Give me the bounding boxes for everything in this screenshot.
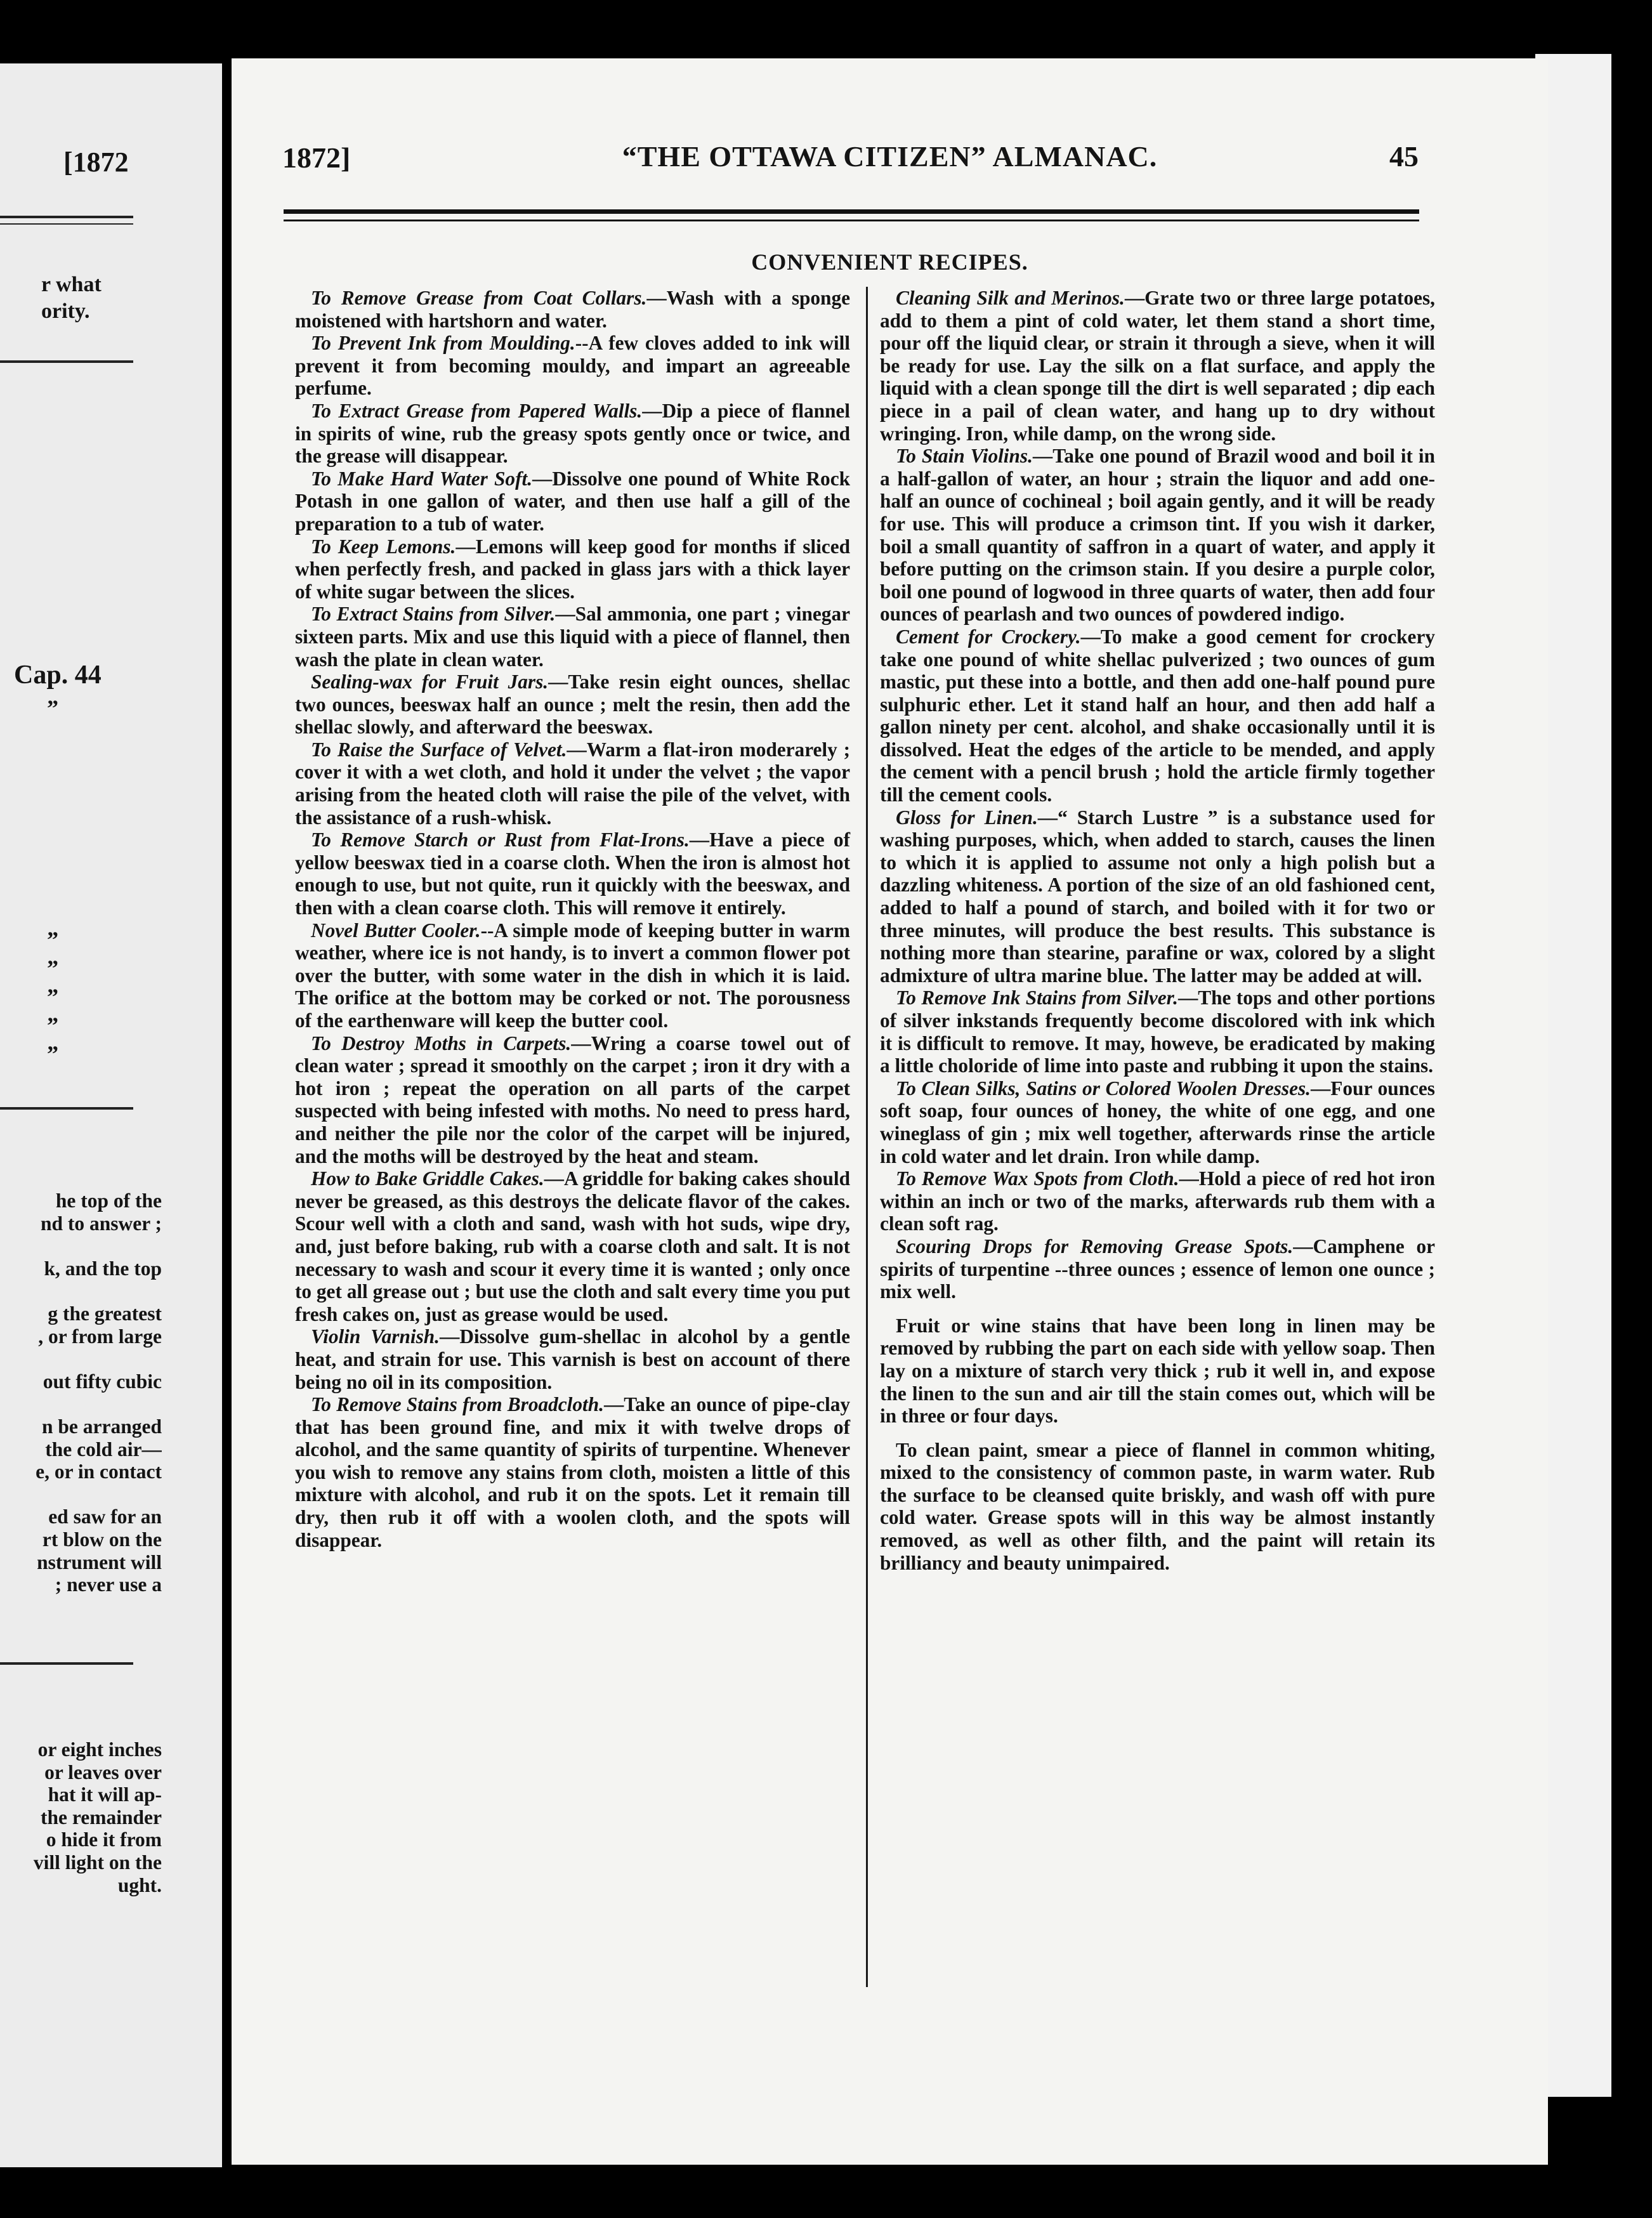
recipe-paragraph <box>295 400 850 468</box>
left-page-text-fragment: g the greatest <box>48 1303 162 1325</box>
header-rule-thin <box>284 220 1419 221</box>
recipe-paragraph <box>880 1439 1435 1575</box>
column-divider <box>866 287 868 1987</box>
recipe-paragraph <box>295 919 850 1032</box>
recipe-text: —Grate two or three large potatoes, add to them a pint of cold water, let them stand a short time, pour off the liquid clear, or strain it through a sieve, when it will be ready for use. Lay the silk on a flat surface, and apply the liquid with a clean sponge till the dirt is well separated ; dip each piece in a pail of clean water, and hang up to dry without wringing. Iron, while damp, on the wrong side. <box>880 287 1435 445</box>
recipe-paragraph <box>295 535 850 603</box>
page-number: 45 <box>1389 140 1419 173</box>
recipe-paragraph <box>295 1167 850 1325</box>
recipe-paragraph <box>295 287 850 332</box>
recipe-text: —Sal ammonia, one part ; vinegar sixteen parts. Mix and use this liquid with a piece of flannel, then wash the plate in clean water. <box>295 603 850 671</box>
left-page-rule-thick <box>0 216 133 218</box>
left-page-text-fragment: ; never use a <box>55 1573 162 1596</box>
ditto-mark: ” <box>47 695 58 721</box>
left-page-line: ority. <box>41 299 90 323</box>
recipe-text: —Dip a piece of flannel in spirits of wine, rub the greasy spots gently once or twice, and the grease will disappear. <box>295 399 850 468</box>
left-page-text-fragment: or leaves over <box>44 1761 162 1783</box>
header-rule-thick <box>284 209 1419 214</box>
left-page-rule <box>0 360 133 363</box>
recipe-paragraph <box>295 603 850 671</box>
recipe-text: To clean paint, smear a piece of flannel in common whiting, mixed to the consistency of common paste, in warm water. Rub the surface to be cleansed quite briskly, and wash off with pure cold water. Grease spots will in this way be almost instantly removed, as well as other filth, and the paint will retain its brilliancy and beauty unimpaired. <box>880 1438 1435 1574</box>
recipe-text: —Take one pound of Brazil wood and boil it in a half-gallon of water, an hour ; strain the liquor and add one-half an ounce of cochineal ; boil again gently, and it will be ready for use. This will produce a crimson tint. If you wish it darker, boil a small quantity of saffron in a quart of water, and apply it before putting on the crimson stain. If you desire a purple color, boil one pound of logwood in three quarts of water, then add four ounces of pearlash and two ounces of powdered indigo. <box>880 445 1436 626</box>
recipe-paragraph <box>295 332 850 400</box>
recipe-title: Cement for Crockery. <box>896 625 1081 648</box>
recipe-title: To Stain Violins. <box>896 445 1033 468</box>
left-page-text-fragment: k, and the top <box>44 1257 162 1280</box>
recipe-title: Novel Butter Cooler. <box>311 919 481 942</box>
recipe-text: —Dissolve one pound of White Rock Potash in one gallon of water, and then use half a gill of the preparation to a tub of water. <box>295 467 851 535</box>
recipe-text: —Take resin eight ounces, shellac two ounces, beeswax half an ounce ; melt the resin, then add the shellac slowly, and afterward the beeswax. <box>295 671 850 738</box>
left-column <box>295 287 850 1551</box>
recipe-paragraph <box>295 1032 850 1168</box>
recipe-title: To Remove Wax Spots from Cloth. <box>896 1167 1179 1190</box>
recipe-text: —Wring a coarse towel out of clean water ; spread it smoothly on the carpet ; iron it dry with a hot iron ; repeat the operation on all parts of the carpet suspected with being infested with moths. No need to press hard, and neither the pile nor the color of the carpet will be injured, and the moths will be destroyed by the heat and steam. <box>295 1032 850 1167</box>
recipe-text: —Wash with a sponge moistened with hartshorn and water. <box>295 287 851 332</box>
recipe-paragraph <box>880 626 1435 806</box>
left-page-text-fragment: he top of the <box>55 1190 162 1212</box>
recipe-text: —Dissolve gum-shellac in alcohol by a gentle heat, and strain for use. This varnish is best on account of there being no oil in its composition. <box>295 1325 851 1393</box>
ditto-mark: ” <box>47 1041 58 1066</box>
recipe-title: To Remove Ink Stains from Silver. <box>896 987 1178 1009</box>
page-header-title: “THE OTTAWA CITIZEN” ALMANAC. <box>622 140 1158 173</box>
recipe-title: To Remove Stains from Broadcloth. <box>311 1393 604 1416</box>
ditto-mark: ” <box>47 927 58 952</box>
recipe-title: Violin Varnish. <box>311 1325 440 1348</box>
recipe-paragraph <box>295 468 850 535</box>
recipe-title: How to Bake Griddle Cakes. <box>311 1167 544 1190</box>
recipe-text: —Lemons will keep good for months if sliced when perfectly fresh, and packed in glass jars with a thick layer of white sugar between the slices. <box>295 535 850 603</box>
left-page-text-fragment: vill light on the <box>33 1851 162 1873</box>
recipe-paragraph <box>880 987 1435 1077</box>
recipe-title: To Keep Lemons. <box>311 535 456 558</box>
recipe-title: Sealing-wax for Fruit Jars. <box>311 671 549 693</box>
recipe-text: —Have a piece of yellow beeswax tied in a coarse cloth. When the iron is almost hot enough to use, but not quite, run it quickly with the beeswax, and then with a clean coarse cloth. This will remove it entirely. <box>295 829 850 919</box>
recipe-text: —The tops and other portions of silver inkstands frequently become discolored with ink which it is difficult to remove. It may, howeve, be eradicated by making a little choloride of lime into paste and rubbing it upon the stains. <box>880 987 1435 1077</box>
recipe-text: —“ Starch Lustre ” is a substance used for washing purposes, which, when added to starch, causes the linen to which it is applied to assume not only a high polish but a dazzling whiteness. A portion of the size of an old fashioned cent, added to half a pound of starch, and boiled with it for two or three minutes, will produce the best results. This substance is nothing more than stearine, parafine or wax, colored by a slight admixture of ultra marine blue. The latter may be added at will. <box>880 806 1435 987</box>
left-page-text-fragment: e, or in contact <box>36 1460 162 1483</box>
section-title: CONVENIENT RECIPES. <box>751 249 1028 275</box>
left-page-rule <box>0 1662 133 1665</box>
recipe-paragraph <box>880 1167 1435 1235</box>
recipe-text: --A few cloves added to ink will prevent it from becoming mouldy, and impart an agreeable perfume. <box>295 332 851 400</box>
left-page-text-fragment: the cold air— <box>45 1438 162 1460</box>
recipe-paragraph <box>880 1077 1435 1167</box>
ditto-mark: ” <box>47 984 58 1009</box>
left-page-text-fragment: rt blow on the <box>42 1528 162 1551</box>
left-page-rule-thin <box>0 223 133 225</box>
recipe-paragraph <box>880 806 1435 987</box>
left-page-text-fragment: the remainder <box>41 1806 162 1828</box>
left-page-rule <box>0 1107 133 1110</box>
recipe-text: --A simple mode of keeping butter in warm weather, where ice is not handy, is to invert a common flower pot over the butter, with some water in the dish in which it is laid. The orifice at the bottom may be corked or not. The porousness of the earthenware will keep the butter cool. <box>295 919 851 1032</box>
left-page-text-fragment: ught. <box>117 1873 162 1896</box>
left-page-text-fragment: hat it will ap- <box>48 1783 162 1806</box>
almanac-page <box>232 58 1548 2165</box>
left-page-text-fragment: out fifty cubic <box>43 1370 162 1393</box>
recipe-text: Fruit or wine stains that have been long in linen may be removed by rubbing the part on each side with yellow soap. Then lay on a mixture of starch very thick ; rub it well in, and expose the linen to the sun and air till the stain comes out, which will be in three or four days. <box>880 1314 1435 1427</box>
recipe-paragraph <box>880 1235 1435 1303</box>
recipe-text: —Warm a flat-iron moderarely ; cover it with a wet cloth, and hold it under the velvet ; the vapor arising from the heated cloth will raise the pile of the velvet, with the assistance of a rush-whisk. <box>295 738 850 829</box>
recipe-title: To Clean Silks, Satins or Colored Woolen Dresses. <box>896 1077 1311 1099</box>
recipe-text: —To make a good cement for crockery take one pound of white shellac pulverized ; two ounces of gum mastic, put these into a bottle, and then add one-half pound pure sulphuric ether. Let it stand half an hour, and then add half a gallon ninety per cent. alcohol, and shake occasionally until it is dissolved. Heat the edges of the article to be mended, and apply the cement with a pencil brush ; hold the article firmly together till the cement cools. <box>880 625 1435 806</box>
recipe-paragraph <box>880 445 1435 626</box>
ditto-mark: ” <box>47 1013 58 1038</box>
left-page-text-fragment: nd to answer ; <box>40 1212 162 1235</box>
recipe-paragraph <box>880 1315 1435 1427</box>
page-header-year: 1872] <box>282 141 351 174</box>
recipe-text: —Four ounces soft soap, four ounces of honey, the white of one egg, and one wineglass of gin ; mix well together, afterwards rinse the article in cold water and let drain. Iron while damp. <box>880 1077 1435 1167</box>
recipe-paragraph <box>295 1325 850 1393</box>
ditto-mark: ” <box>47 955 58 981</box>
recipe-title: Gloss for Linen. <box>896 806 1038 829</box>
recipe-paragraph <box>880 287 1435 445</box>
left-page-line: r what <box>41 273 102 296</box>
left-page-text-fragment: n be arranged <box>42 1415 162 1438</box>
recipe-title: To Remove Starch or Rust from Flat-Irons. <box>311 829 690 851</box>
recipe-title: To Make Hard Water Soft. <box>311 467 533 490</box>
left-facing-page <box>0 63 222 2167</box>
recipe-title: To Raise the Surface of Velvet. <box>311 738 567 761</box>
recipe-paragraph <box>295 829 850 919</box>
recipe-title: To Remove Grease from Coat Collars. <box>311 287 647 309</box>
recipe-paragraph <box>295 671 850 738</box>
recipe-title: To Prevent Ink from Moulding. <box>311 332 575 355</box>
recipe-title: To Destroy Moths in Carpets. <box>311 1032 572 1054</box>
recipe-text: —A griddle for baking cakes should never be greased, as this destroys the delicate flavor of the cakes. Scour well with a cloth and sand, wash with hot suds, wipe dry, and, just before baking, rub with a coarse cloth and salt. It is not necessary to wash and scour it every time it is wanted ; only once to get all grease out ; but use the cloth and salt every time you put fresh cakes on, just as grease would be used. <box>295 1167 851 1325</box>
recipe-title: To Extract Stains from Silver. <box>311 603 556 626</box>
left-page-text-fragment: o hide it from <box>46 1828 162 1851</box>
recipe-text: —Hold a piece of red hot iron within an inch or two of the marks, afterwards rub them with a clean soft rag. <box>880 1167 1435 1235</box>
recipe-title: To Extract Grease from Papered Walls. <box>311 399 643 422</box>
left-page-text-fragment: or eight inches <box>37 1738 162 1761</box>
recipe-text: —Camphene or spirits of turpentine --three ounces ; essence of lemon one ounce ; mix well. <box>880 1235 1436 1303</box>
recipe-paragraph <box>295 738 850 829</box>
recipe-paragraph <box>295 1393 850 1551</box>
left-page-cap-label: Cap. 44 <box>14 660 102 690</box>
recipe-title: Cleaning Silk and Merinos. <box>896 287 1125 309</box>
left-page-text-fragment: ed saw for an <box>48 1506 162 1528</box>
left-page-text-fragment: , or from large <box>38 1325 162 1348</box>
left-page-header: [1872 <box>63 147 129 178</box>
recipe-title: Scouring Drops for Removing Grease Spots. <box>896 1235 1294 1257</box>
right-column <box>880 287 1435 1574</box>
recipe-text: —Take an ounce of pipe-clay that has been ground fine, and mix it with twelve drops of alcohol, and the same quantity of spirits of turpentine. Whenever you wish to remove any stains from cloth, moisten a little of this mixture with alcohol, and rub it on the spots. Let it remain till dry, then rub it off with a woolen cloth, and the spots will disappear. <box>295 1393 850 1551</box>
left-page-text-fragment: nstrument will <box>37 1551 162 1573</box>
